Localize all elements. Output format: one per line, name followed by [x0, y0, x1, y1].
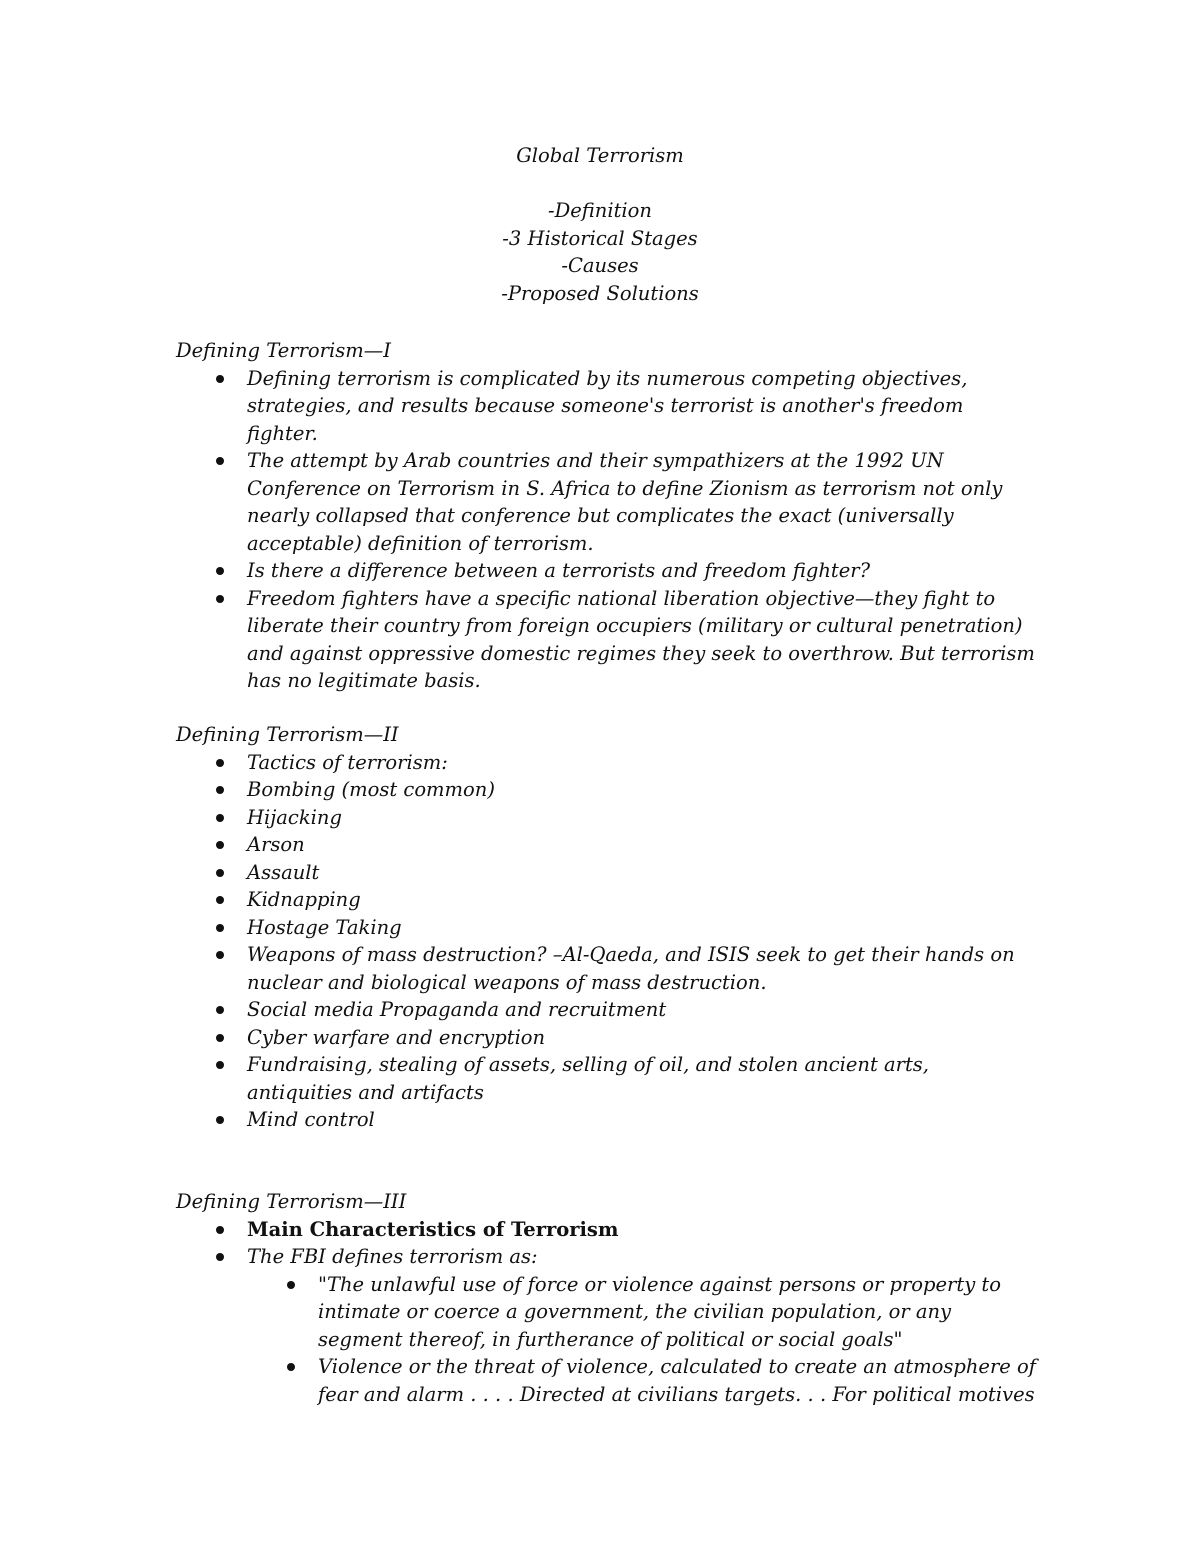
- outline-item: -3 Historical Stages: [502, 226, 698, 250]
- bullet-item: Is there a difference between a terrorists and freedom fighter?: [176, 557, 1036, 585]
- bullet-item: Weapons of mass destruction? –Al-Qaeda, and ISIS seek to get their hands on nuclear and biological weapons of mass destruction.: [176, 941, 1036, 996]
- bullet-item: Bombing (most common): [176, 776, 1036, 804]
- bullet-list: [176, 1216, 1036, 1271]
- bullet-item: Hostage Taking: [176, 914, 1036, 942]
- outline-item: -Proposed Solutions: [501, 281, 699, 305]
- bullet-list: [176, 365, 1036, 695]
- bullet-item: Cyber warfare and encryption: [176, 1024, 1036, 1052]
- bullet-item: Hijacking: [176, 804, 1036, 832]
- bullet-item: The attempt by Arab countries and their sympathizers at the 1992 UN Conference on Terrorism in S. Africa to define Zionism as terrorism not only nearly collapsed that conference but complicates the exact (universally acceptable) definition of terrorism.: [176, 447, 1036, 557]
- bullet-item: Social media Propaganda and recruitment: [176, 996, 1036, 1024]
- document-title: Global Terrorism: [516, 144, 684, 167]
- section-heading: Defining Terrorism—II: [176, 723, 399, 746]
- bullet-item: Defining terrorism is complicated by its numerous competing objectives, strategies, and results because someone's terrorist is another's freedom fighter.: [176, 365, 1036, 448]
- section-defining-terrorism-1: [176, 337, 1036, 695]
- bullet-item-bold: Main Characteristics of Terrorism: [176, 1216, 1036, 1244]
- sub-bullet-item: "The unlawful use of force or violence against persons or property to intimate or coerce a government, the civilian population, or any segment thereof, in furtherance of political or social goals": [176, 1271, 1036, 1354]
- bullet-item: Fundraising, stealing of assets, selling of oil, and stolen ancient arts, antiquities and artifacts: [176, 1051, 1036, 1106]
- section-heading: Defining Terrorism—I: [176, 339, 391, 362]
- bullet-list: [176, 749, 1036, 1134]
- bullet-item: Assault: [176, 859, 1036, 887]
- bullet-item: Arson: [176, 831, 1036, 859]
- outline-item: -Definition: [548, 199, 652, 222]
- bullet-item: Tactics of terrorism:: [176, 749, 1036, 777]
- outline-item: -Causes: [561, 254, 639, 277]
- bullet-item: The FBI defines terrorism as:: [176, 1243, 1036, 1271]
- bullet-item: Freedom fighters have a specific national liberation objective—they fight to liberate their country from foreign occupiers (military or cultural penetration) and against oppressive domestic regimes they seek to overthrow. But terrorism has no legitimate basis.: [176, 585, 1036, 695]
- bullet-item: Kidnapping: [176, 886, 1036, 914]
- bullet-item: Mind control: [176, 1106, 1036, 1134]
- sub-bullet-list: [176, 1271, 1036, 1409]
- topic-outline: [0, 197, 1200, 307]
- section-heading: Defining Terrorism—III: [176, 1190, 407, 1213]
- section-defining-terrorism-3: [176, 1188, 1036, 1408]
- section-defining-terrorism-2: [176, 721, 1036, 1134]
- sub-bullet-item: Violence or the threat of violence, calculated to create an atmosphere of fear and alarm . . . . Directed at civilians targets. . . For political motives: [176, 1353, 1036, 1408]
